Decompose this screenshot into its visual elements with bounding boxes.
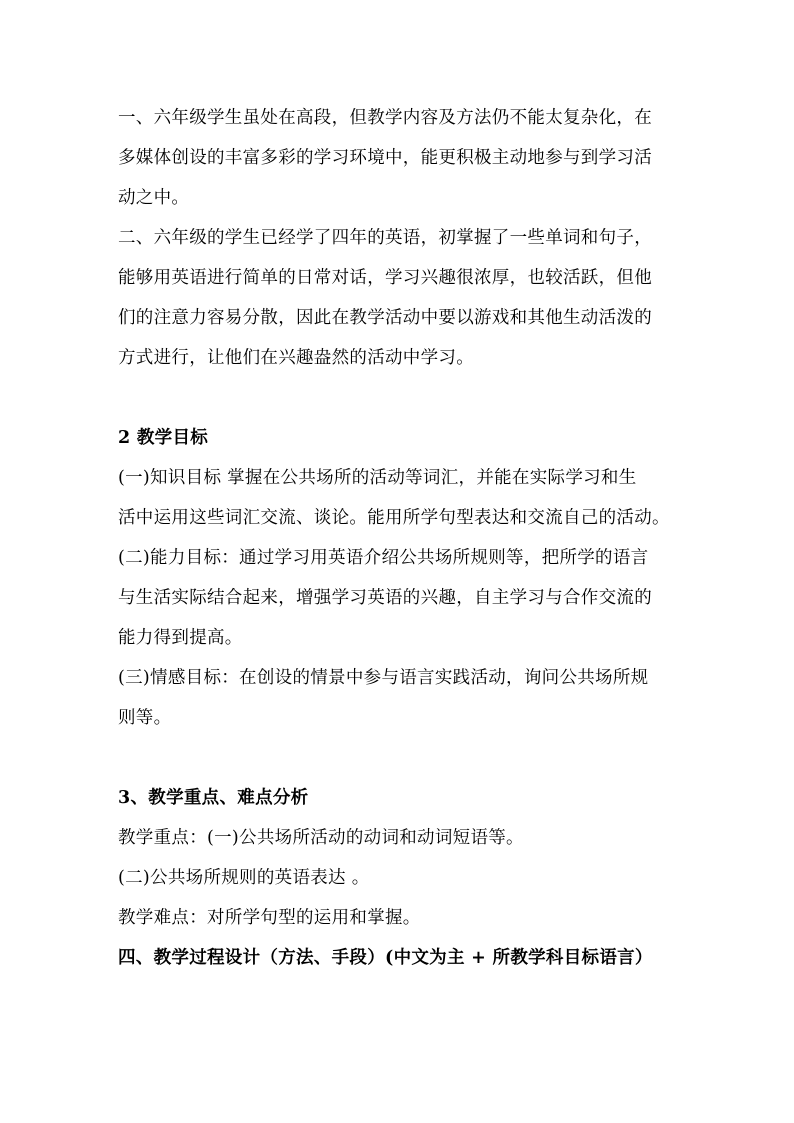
learner-analysis-section bbox=[118, 98, 683, 378]
paragraph-line: 教学重点：(一)公共场所活动的动词和动词短语等。 bbox=[118, 828, 524, 848]
paragraph-line: 二、六年级的学生已经学了四年的英语，初掌握了一些单词和句子， bbox=[118, 228, 652, 248]
paragraph-line: (一)知识目标 掌握在公共场所的活动等词汇，并能在实际学习和生 bbox=[118, 468, 637, 488]
paragraph-line: (二)公共场所规则的英语表达 。 bbox=[118, 868, 370, 888]
section-heading: 3、教学重点、难点分析 bbox=[118, 788, 309, 808]
section-heading: 四、教学过程设计（方法、手段）(中文为主 + 所教学科目标语言） bbox=[118, 948, 653, 968]
paragraph-line: 则等。 bbox=[118, 708, 172, 728]
paragraph-line: 能力得到提高。 bbox=[118, 628, 243, 648]
paragraph-line: 与生活实际结合起来，增强学习英语的兴趣，自主学习与合作交流的 bbox=[118, 588, 652, 608]
paragraph-line: 能够用英语进行简单的日常对话，学习兴趣很浓厚，也较活跃，但他 bbox=[118, 268, 652, 288]
paragraph-line: 多媒体创设的丰富多彩的学习环境中，能更积极主动地参与到学习活 bbox=[118, 148, 652, 168]
paragraph-line: (三)情感目标：在创设的情景中参与语言实践活动，询问公共场所规 bbox=[118, 668, 649, 688]
teaching-process-section bbox=[118, 938, 683, 978]
section-spacer bbox=[118, 738, 683, 778]
section-heading: 2 教学目标 bbox=[118, 428, 209, 448]
paragraph-line: 们的注意力容易分散，因此在教学活动中要以游戏和其他生动活泼的 bbox=[118, 308, 652, 328]
paragraph-line: 教学难点：对所学句型的运用和掌握。 bbox=[118, 908, 421, 928]
document-page bbox=[118, 98, 683, 978]
section-spacer bbox=[118, 378, 683, 418]
paragraph-line: 一、六年级学生虽处在高段，但教学内容及方法仍不能太复杂化，在 bbox=[118, 108, 652, 128]
paragraph-line: (二)能力目标：通过学习用英语介绍公共场所规则等，把所学的语言 bbox=[118, 548, 649, 568]
teaching-objectives-section bbox=[118, 418, 683, 738]
paragraph-line: 活中运用这些词汇交流、谈论。能用所学句型表达和交流自己的活动。 bbox=[118, 508, 670, 528]
paragraph-line: 方式进行，让他们在兴趣盎然的活动中学习。 bbox=[118, 348, 474, 368]
paragraph-line: 动之中。 bbox=[118, 188, 190, 208]
key-points-section bbox=[118, 778, 683, 938]
